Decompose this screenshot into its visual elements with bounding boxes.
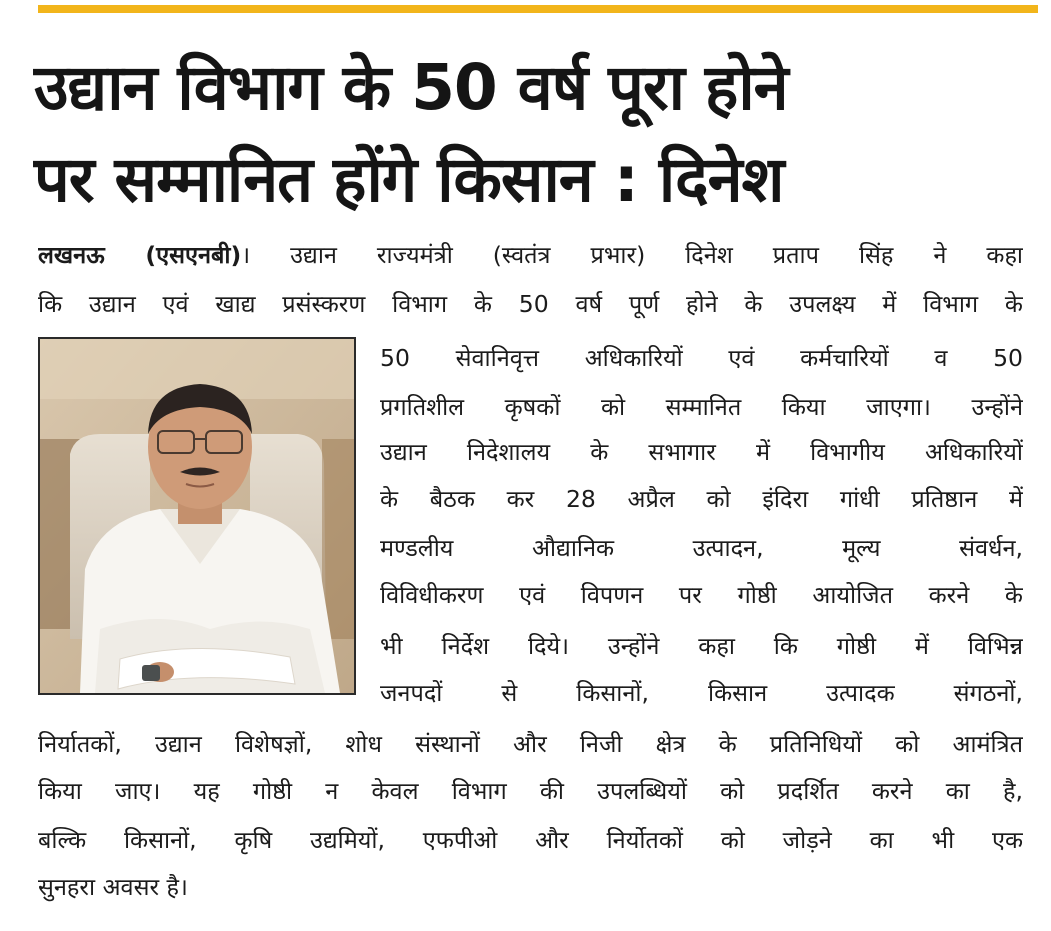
top-accent-rule [38, 5, 1038, 13]
dateline: लखनऊ (एसएनबी) [38, 241, 242, 269]
body-line-13: बल्कि किसानों, कृषि उद्यमियों, एफपीओ और निर्योतकों को जोड़ने का भी एक [38, 826, 1023, 854]
body-line-5: उद्यान निदेशालय के सभागार में विभागीय अधिकारियों [380, 438, 1023, 466]
body-line-14: सुनहरा अवसर है। [38, 873, 188, 901]
body-line-12: किया जाए। यह गोष्ठी न केवल विभाग की उपलब्धियों को प्रदर्शित करने का है, [38, 777, 1023, 805]
headline-line-1: उद्यान विभाग के 50 वर्ष पूरा होने [34, 51, 788, 124]
headline-line-2: पर सम्मानित होंगे किसान : दिनेश [34, 143, 784, 216]
body-line-1 [38, 234, 1023, 277]
body-line-7: मण्डलीय औद्यानिक उत्पादन, मूल्य संवर्धन, [380, 534, 1023, 562]
body-line-6: के बैठक कर 28 अप्रैल को इंदिरा गांधी प्रतिष्ठान में [380, 485, 1023, 513]
body-line-11: निर्यातकों, उद्यान विशेषज्ञों, शोध संस्थानों और निजी क्षेत्र के प्रतिनिधियों को आमंत्रित [38, 730, 1023, 758]
body-line-3: 50 सेवानिवृत्त अधिकारियों एवं कर्मचारियों व 50 [380, 344, 1023, 372]
body-line-2: कि उद्यान एवं खाद्य प्रसंस्करण विभाग के 50 वर्ष पूर्ण होने के उपलक्ष्य में विभाग के [38, 290, 1023, 318]
body-line-4: प्रगतिशील कृषकों को सम्मानित किया जाएगा। उन्होंने [380, 393, 1023, 421]
body-line-9: भी निर्देश दिये। उन्होंने कहा कि गोष्ठी में विभिन्न [380, 632, 1023, 660]
article-photo [38, 337, 356, 695]
portrait-image [40, 339, 354, 693]
headline [34, 42, 1034, 226]
body-line-8: विविधीकरण एवं विपणन पर गोष्ठी आयोजित करने के [380, 581, 1023, 609]
body-line-10: जनपदों से किसानों, किसान उत्पादक संगठनों, [380, 679, 1023, 707]
body-line-1-text: । उद्यान राज्यमंत्री (स्वतंत्र प्रभार) दिनेश प्रताप सिंह ने कहा [241, 241, 1023, 269]
